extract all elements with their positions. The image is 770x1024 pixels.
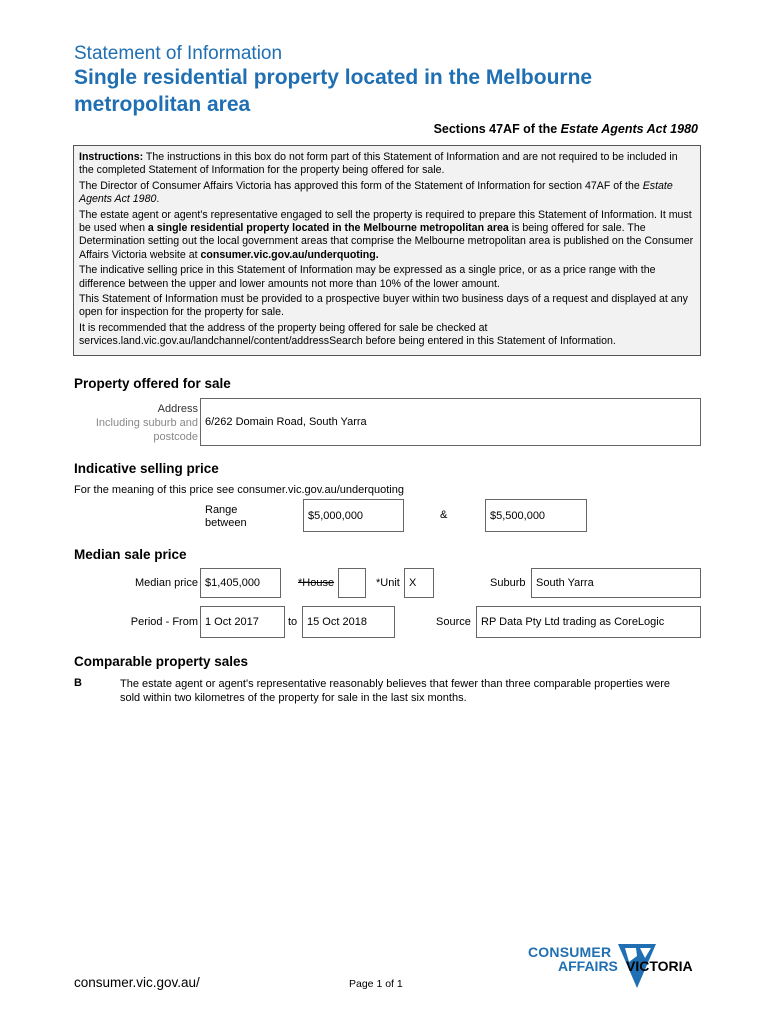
instructions-box (73, 145, 701, 356)
lower-price-field[interactable]: $5,000,000 (303, 499, 404, 532)
price-heading: Indicative selling price (74, 461, 219, 476)
range-label (205, 504, 247, 530)
address-label-line3: postcode (153, 431, 198, 443)
unit-label: *Unit (376, 577, 400, 589)
address-label (96, 402, 198, 444)
page-number: Page 1 of 1 (349, 978, 403, 990)
address-label-line2: Including suburb and (95, 417, 198, 429)
sections-act: Estate Agents Act 1980 (560, 122, 698, 136)
logo-line-affairs: AFFAIRS (558, 958, 618, 974)
range-ampersand: & (440, 509, 448, 521)
suburb-field[interactable]: South Yarra (531, 568, 701, 598)
document-subtitle: Statement of Information (74, 43, 283, 64)
median-price-field[interactable]: $1,405,000 (200, 568, 281, 598)
period-to-label: to (288, 616, 298, 628)
unit-field[interactable]: X (404, 568, 434, 598)
consumer-affairs-victoria-logo (528, 942, 708, 992)
house-label: *House (298, 577, 335, 589)
period-from-label: Period - From (130, 616, 198, 628)
median-heading: Median sale price (74, 547, 187, 562)
instructions-p2-act: Estate Agents Act 1980 (79, 179, 673, 206)
suburb-label: Suburb (490, 577, 526, 589)
period-to-field[interactable]: 15 Oct 2018 (302, 606, 395, 638)
source-label: Source (436, 616, 471, 628)
comparable-option: B (74, 677, 82, 689)
instructions-p6: It is recommended that the address of the property being offered for sale be checked at services.land.vic.gov.au/landchannel/content/addressSearch before being entered in this Statement of Information. (79, 321, 616, 348)
logo-line-consumer: CONSUMER (528, 944, 612, 960)
comparable-text: The estate agent or agent's representative reasonably believes that fewer than three comparable properties were sold within two kilometres of the property for sale in the last six months. (120, 678, 670, 704)
logo-line-victoria: VICTORIA (626, 958, 693, 974)
instructions-p2 (79, 180, 694, 207)
instructions-lead: Instructions: (79, 151, 144, 163)
instructions-p2-text: The Director of Consumer Affairs Victoria has approved this form of the Statement of Information for section 47AF of the (79, 179, 643, 192)
document-title: Single residential property located in the Melbourne metropolitan area (74, 66, 593, 116)
address-field[interactable]: 6/262 Domain Road, South Yarra (200, 398, 701, 446)
instructions-p5: This Statement of Information must be provided to a prospective buyer within two business days of a request and displayed at any open for inspection for the property for sale. (79, 293, 688, 319)
instructions-p1-text: The instructions in this box do not form part of this Statement of Information and are not required to be included in the completed Statement of Information for the property being offered for sale. (79, 151, 678, 177)
instructions-p3c: is being offered for sale. The Determination setting out the local government areas that comprise the Melbourne metropolitan area is published on the Consumer Affairs Victoria website at (79, 222, 694, 261)
house-field[interactable] (338, 568, 366, 598)
instructions-p3b: a single residential property located in the Melbourne metropolitan area (147, 222, 509, 235)
instructions-p1 (79, 151, 694, 178)
sections-reference (434, 122, 698, 136)
price-meaning: For the meaning of this price see consumer.vic.gov.au/underquoting (74, 484, 404, 496)
address-label-line1: Address (157, 403, 198, 415)
instructions-p2-end: . (156, 193, 160, 206)
source-field[interactable]: RP Data Pty Ltd trading as CoreLogic (476, 606, 701, 638)
instructions-p3 (79, 209, 694, 263)
median-price-label: Median price (135, 577, 198, 589)
upper-price-field[interactable]: $5,500,000 (485, 499, 587, 532)
sections-prefix: Sections 47AF of the (433, 122, 561, 136)
range-label-line2: between (205, 517, 247, 529)
comparable-heading: Comparable property sales (74, 654, 249, 669)
instructions-p3a: The estate agent or agent's representative engaged to sell the property is required to prepare this Statement of Information. It must be used when (79, 208, 692, 235)
period-from-field[interactable]: 1 Oct 2017 (200, 606, 285, 638)
range-label-line1: Range (205, 504, 238, 516)
property-heading: Property offered for sale (74, 376, 231, 391)
footer-url[interactable]: consumer.vic.gov.au/ (74, 975, 200, 990)
instructions-p4: The indicative selling price in this Statement of Information may be expressed as a single price, or as a price range with the difference between the upper and lower amounts not more than 10% of the lower amount. (79, 264, 656, 290)
instructions-p3d: consumer.vic.gov.au/underquoting. (200, 248, 379, 261)
